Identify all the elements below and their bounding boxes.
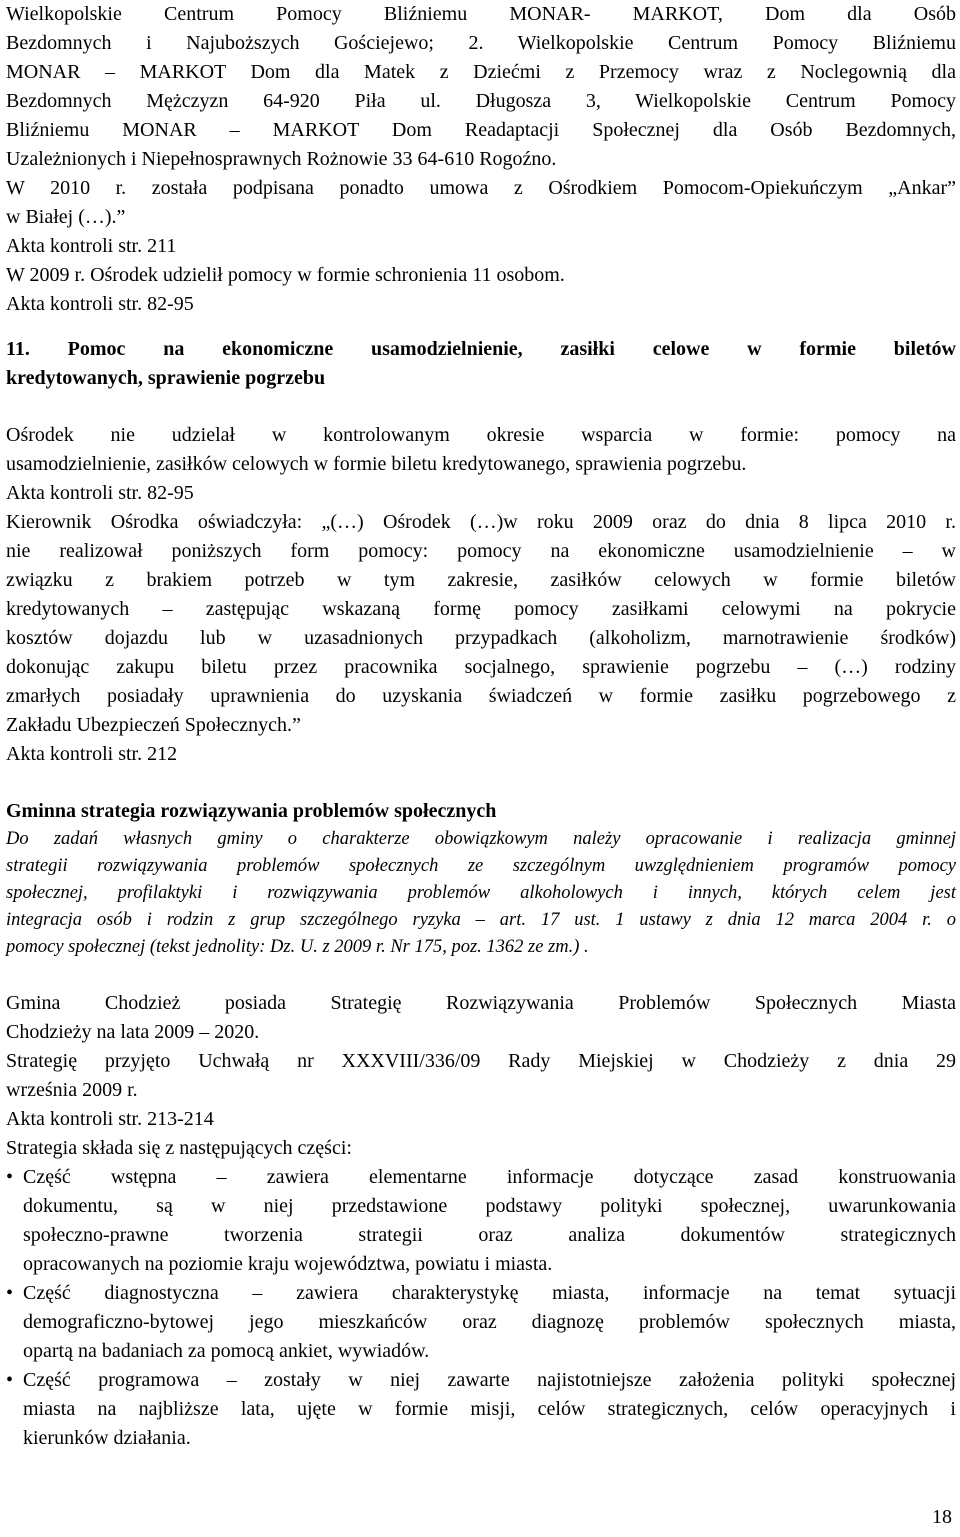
reference-note: Akta kontroli str. 213-214 (6, 1108, 214, 1130)
strategy-parts-list (6, 1163, 956, 1453)
text-line: Bezdomnych Mężczyzn 64-920 Piła ul. Długosza 3, Wielkopolskie Centrum Pomocy (6, 90, 956, 112)
reference-note: Akta kontroli str. 82-95 (6, 293, 194, 315)
heading-line: kredytowanych, sprawienie pogrzebu (6, 367, 326, 389)
text-line: Gmina Chodzież posiada Strategię Rozwiązywania Problemów Społecznych Miasta (6, 992, 956, 1014)
text-line: opracowanych na poziomie kraju województwa, powiatu i miasta. (23, 1253, 553, 1275)
text-line: w Białej (…).” (6, 206, 126, 228)
text-line: demograficzno-bytowej jego mieszkańców oraz diagnozę problemów społecznych miasta, (23, 1311, 956, 1333)
text-line: usamodzielnienie, zasiłków celowych w formie biletu kredytowanego, sprawienia pogrzebu. (6, 453, 747, 475)
text-line: MONAR – MARKOT Dom dla Matek z Dziećmi z Przemocy wraz z Noclegownią dla (6, 61, 956, 83)
director-statement (6, 508, 956, 740)
text-line: września 2009 r. (6, 1079, 138, 1101)
text-line: strategii rozwiązywania problemów społecznych ze szczególnym uwzględnieniem programów pomocy (6, 856, 956, 876)
bullet-icon: • (6, 1282, 14, 1304)
text-line: integracja osób i rodzin z grup szczególnego ryzyka – art. 17 ust. 1 ustawy z dnia 12 marca 2004 r. o (6, 910, 956, 930)
text-line: Zakładu Ubezpieczeń Społecznych.” (6, 714, 301, 736)
text-line: nie realizował poniższych form pomocy: pomocy na ekonomiczne usamodzielnienie – w (6, 540, 956, 562)
list-item (6, 1366, 956, 1453)
text-line: społecznej, profilaktyki i rozwiązywania problemów alkoholowych i innych, których celem jest (6, 883, 956, 903)
reference-note: Akta kontroli str. 211 (6, 235, 177, 257)
section-heading-11 (6, 335, 956, 393)
list-item (6, 1163, 956, 1279)
text-line: Część diagnostyczna – zawiera charakterystykę miasta, informacje na temat sytuacji (23, 1282, 956, 1304)
text-line: opartą na badaniach za pomocą ankiet, wywiadów. (23, 1340, 430, 1362)
text-line: kredytowanych – zastępując wskazaną formę pomocy zasiłkami celowymi na pokrycie (6, 598, 956, 620)
text-line: zmarłych posiadały uprawnienia do uzyskania świadczeń w formie zasiłku pogrzebowego z (6, 685, 956, 707)
strategy-paragraph (6, 989, 956, 1047)
text-line: społeczno-prawne tworzenia strategii oraz analiza dokumentów strategicznych (23, 1224, 956, 1246)
heading-line: 11. Pomoc na ekonomiczne usamodzielnienie, zasiłki celowe w formie biletów (6, 338, 956, 360)
text-line: Do zadań własnych gminy o charakterze obowiązkowym należy opracowanie i realizacja gminnej (6, 829, 956, 849)
text-line: kierunków działania. (23, 1427, 191, 1449)
parts-intro: Strategia składa się z następujących części: (6, 1137, 352, 1159)
text-line: Uzależnionych i Niepełnosprawnych Rożnowie 33 64-610 Rogoźno. (6, 148, 557, 170)
text-line: Ośrodek nie udzielał w kontrolowanym okresie wsparcia w formie: pomocy na (6, 424, 956, 446)
text-line: dokumentu, są w niej przedstawione podstawy polityki społecznej, uwarunkowania (23, 1195, 956, 1217)
document-page (6, 0, 956, 1453)
text-line: miasta na najbliższe lata, ujęte w formie misji, celów strategicznych, celów operacyjnych i (23, 1398, 956, 1420)
section11-paragraph (6, 421, 956, 479)
list-item (6, 1279, 956, 1366)
text-line: Wielkopolskie Centrum Pomocy Bliźniemu MONAR- MARKOT, Dom dla Osób (6, 3, 956, 25)
text-line: Część wstępna – zawiera elementarne informacje dotyczące zasad konstruowania (23, 1166, 956, 1188)
text-line: dokonując zakupu biletu przez pracownika socjalnego, sprawienie pogrzebu – (…) rodziny (6, 656, 956, 678)
text-line: Strategię przyjęto Uchwałą nr XXXVIII/336/09 Rady Miejskiej w Chodzieży z dnia 29 (6, 1050, 956, 1072)
text-line: związku z brakiem potrzeb w tym zakresie, zasiłków celowych w formie biletów (6, 569, 956, 591)
bullet-icon: • (6, 1166, 14, 1188)
intro-paragraph (6, 0, 956, 174)
text-line: pomocy społecznej (tekst jednolity: Dz. U. z 2009 r. Nr 175, poz. 1362 ze zm.) . (6, 937, 589, 957)
resolution-paragraph (6, 1047, 956, 1105)
page-number: 18 (932, 1506, 952, 1528)
text-line: kosztów dojazdu lub w uzasadnionych przypadkach (alkoholizm, marnotrawienie środków) (6, 627, 956, 649)
bullet-icon: • (6, 1369, 14, 1391)
strategy-heading: Gminna strategia rozwiązywania problemów społecznych (6, 800, 497, 822)
reference-note: Akta kontroli str. 212 (6, 743, 178, 765)
shelter-paragraph: W 2009 r. Ośrodek udzielił pomocy w formie schronienia 11 osobom. (6, 264, 565, 286)
text-line: Bliźniemu MONAR – MARKOT Dom Readaptacji Społecznej dla Osób Bezdomnych, (6, 119, 956, 141)
ankar-paragraph (6, 174, 956, 232)
legal-basis-paragraph (6, 826, 956, 961)
text-line: W 2010 r. została podpisana ponadto umowa z Ośrodkiem Pomocom-Opiekuńczym „Ankar” (6, 177, 956, 199)
text-line: Kierownik Ośrodka oświadczyła: „(…) Ośrodek (…)w roku 2009 oraz do dnia 8 lipca 2010 r. (6, 511, 956, 533)
text-line: Bezdomnych i Najuboższych Gościejewo; 2. Wielkopolskie Centrum Pomocy Bliźniemu (6, 32, 956, 54)
text-line: Chodzieży na lata 2009 – 2020. (6, 1021, 260, 1043)
reference-note: Akta kontroli str. 82-95 (6, 482, 194, 504)
text-line: Część programowa – zostały w niej zawarte najistotniejsze założenia polityki społecznej (23, 1369, 956, 1391)
